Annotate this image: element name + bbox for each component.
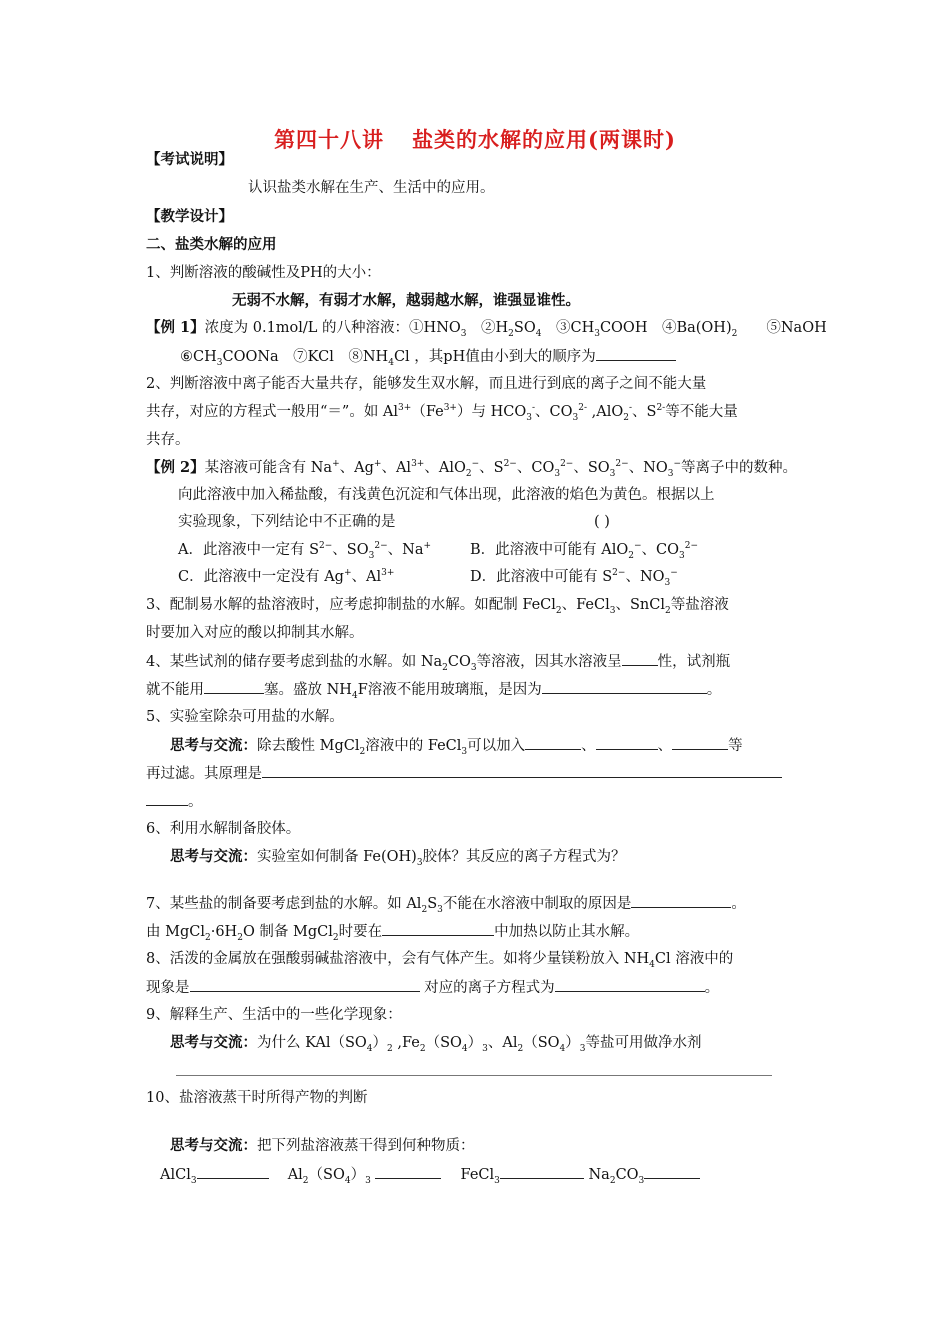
item-6-discussion: 思考与交流：实验室如何制备 $Fe(OH)_3$胶体？其反应的离子方程式为？	[170, 848, 626, 868]
lecture-number: 第四十八讲	[274, 127, 385, 152]
example-1-line-2: $⑥CH_3COONa$ ⑦KCl $⑧NH_4Cl$ ，其pH值由小到大的顺序为	[180, 346, 676, 367]
item-10-discussion: 思考与交流：把下列盐溶液蒸干得到何种物质：	[170, 1137, 475, 1154]
item-9: 9、解释生产、生活中的一些化学现象：	[146, 1007, 402, 1023]
item-6: 6、利用水解制备胶体。	[146, 821, 301, 837]
example-2-line-2: 向此溶液中加入稀盐酸，有浅黄色沉淀和气体出现，此溶液的焰色为黄色。根据以上	[178, 487, 715, 503]
item-3-line-1: 3、配制易水解的盐溶液时，应考虑抑制盐的水解。如配制 FeCl$_2$、FeCl$_3$、SnCl$_2$等盐溶液	[146, 597, 729, 616]
answer-blank[interactable]	[197, 1164, 269, 1179]
lecture-topic: 盐类的水解的应用(两课时)	[412, 127, 676, 152]
answer-blank[interactable]	[672, 735, 728, 750]
item-2-line-1: 2、判断溶液中离子能否大量共存，能够发生双水解，而且进行到底的离子之间不能大量	[146, 376, 707, 392]
item-4-line-1: 4、某些试剂的储存要考虑到盐的水解。如 $Na_2CO_3$等溶液，因其水溶液呈 性，试剂瓶	[146, 651, 730, 672]
example-1-line-1: 【例 1】浓度为 0.1mol/L 的八种溶液：$①HNO_3$ $②H_2SO_4$ $③CH_3COOH$ $④Ba(OH)_2$ ⑤NaOH	[146, 319, 827, 339]
option-d[interactable]: D．此溶液中可能有 $S^{2-}$、$NO_3^-$	[470, 568, 678, 588]
answer-blank[interactable]	[375, 1164, 441, 1179]
item-2-line-2: 共存，对应的方程式一般用“＝”。如 $Al^{3+}(Fe^{3+})$与 $HCO_3^-$、$CO_3^{2-}$ ,AlO$_2$-、$S^{2-}$等不能大量	[146, 403, 738, 423]
salt-alcl3: AlCl	[160, 1167, 191, 1183]
hydrolysis-rule: 无弱不水解，有弱才水解，越弱越水解，谁强显谁性。	[232, 292, 580, 309]
answer-blank[interactable]	[596, 346, 676, 361]
salt-fecl3: FeCl	[460, 1167, 495, 1183]
example-1-tag: 【例 1】	[146, 319, 205, 336]
answer-blank[interactable]	[644, 1164, 700, 1179]
salt-al2so43: Al	[287, 1167, 303, 1183]
salt-list: AlCl$_3$ $Al_2(SO_4)_3$ FeCl$_3$ $Na_2CO_3$	[160, 1164, 700, 1185]
answer-blank[interactable]	[542, 679, 707, 694]
option-c[interactable]: C．此溶液中一定没有 Ag+、$Al^{3+}$	[178, 568, 395, 585]
page-title	[0, 124, 950, 154]
item-8-line-2: 现象是 对应的离子方程式为 。	[146, 977, 719, 998]
answer-blank[interactable]	[262, 763, 782, 778]
item-5-principle: 再过滤。其原理是	[146, 763, 782, 784]
option-a[interactable]: A．此溶液中一定有 $S^{2-}$、$SO_3^{2-}$、Na+	[178, 541, 432, 561]
item-5-discussion: 思考与交流：除去酸性 MgCl$_2$溶液中的 FeCl$_3$可以加入 、 、 等	[170, 737, 743, 757]
item-3-line-2: 时要加入对应的酸以抑制其水解。	[146, 625, 364, 641]
example-2-tag: 【例 2】	[146, 459, 205, 476]
answer-blank[interactable]	[622, 651, 658, 666]
item-8-line-1: 8、活泼的金属放在强酸弱碱盐溶液中，会有气体产生。如将少量镁粉放入 $NH_4Cl$ 溶液中的	[146, 951, 734, 970]
option-b[interactable]: B．此溶液中可能有 AlO$_2$−、$CO_3^{2-}$	[470, 541, 699, 561]
section-exam-heading: 【考试说明】	[146, 151, 233, 168]
answer-blank[interactable]	[382, 921, 494, 936]
section-two-heading: 二、盐类水解的应用	[146, 236, 277, 253]
example-2-line-3: 实验现象，下列结论中不正确的是	[178, 514, 396, 530]
item-7-line-1: 7、某些盐的制备要考虑到盐的水解。如 $Al_2S_3$不能在水溶液中制取的原因是 。	[146, 893, 746, 914]
item-5-principle-cont: 。	[146, 791, 203, 812]
item-2-line-3: 共存。	[146, 432, 190, 448]
answer-blank[interactable]	[596, 735, 658, 750]
item-7-line-2: 由 $MgCl_2\cdot 6H_2O$ 制备 MgCl$_2$时要在 中加热以防止其水解。	[146, 921, 639, 942]
item-10: 10、盐溶液蒸干时所得产物的判断	[146, 1090, 368, 1106]
item-5: 5、实验室除杂可用盐的水解。	[146, 709, 344, 725]
answer-blank[interactable]	[500, 1164, 584, 1179]
answer-blank[interactable]	[525, 735, 581, 750]
answer-line[interactable]	[176, 1075, 772, 1076]
exam-description: 认识盐类水解在生产、生活中的应用。	[248, 180, 495, 196]
answer-blank[interactable]	[146, 791, 188, 806]
answer-blank[interactable]	[631, 893, 731, 908]
answer-blank[interactable]	[204, 679, 264, 694]
salt-na2co3: Na	[588, 1167, 610, 1183]
section-design-heading: 【教学设计】	[146, 208, 233, 225]
item-9-discussion: 思考与交流：为什么 $KAl(SO_4)_2$ $,Fe_2(SO_4)_3$、$Al_2(SO_4)_3$等盐可用做净水剂	[170, 1034, 702, 1054]
answer-blank[interactable]	[555, 977, 705, 992]
answer-blank[interactable]	[190, 977, 420, 992]
item-1: 1、判断溶液的酸碱性及PH的大小：	[146, 265, 381, 281]
item-4-line-2: 就不能用 塞。盛放 $NH_4F$溶液不能用玻璃瓶，是因为 。	[146, 679, 721, 700]
answer-parentheses[interactable]: ( )	[594, 514, 610, 530]
example-2-line-1: 【例 2】某溶液可能含有 Na+、Ag+、$Al^{3+}$、AlO$_2$−、$S^{2-}$、$CO_3^{2-}$、$SO_3^{2-}$、$NO_3^-$等离子中的数种。	[146, 459, 798, 479]
